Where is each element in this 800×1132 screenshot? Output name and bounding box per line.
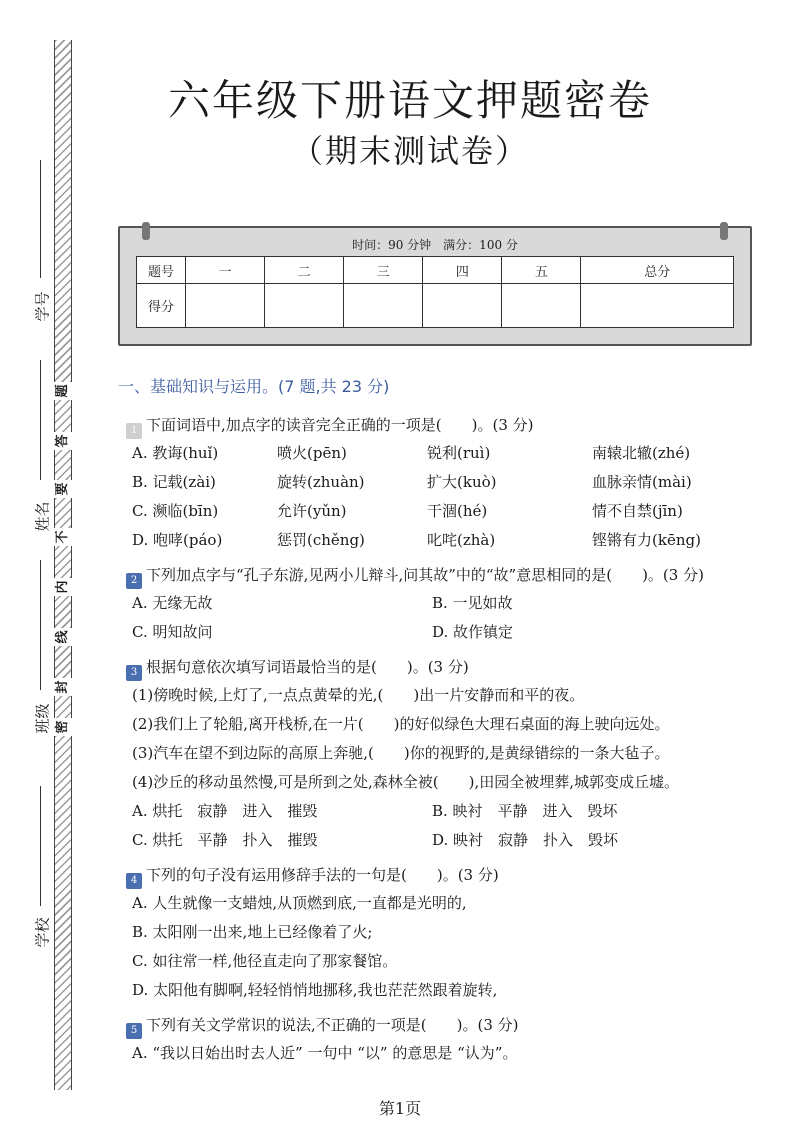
score-row-label: 得分	[137, 284, 186, 328]
option: C. 明知故问	[132, 623, 213, 641]
option: 允许(yǔn)	[277, 502, 347, 520]
option: C. 濒临(bīn)	[132, 502, 219, 520]
question-number-icon: 4	[126, 873, 142, 889]
class-label: 班级	[33, 703, 52, 734]
option: A. “我以日始出时去人近” 一句中 “以” 的意思是 “认为”。	[132, 1044, 518, 1062]
options-grid	[118, 439, 778, 555]
option: 情不自禁(jīn)	[592, 502, 683, 520]
sentence-line: (3)汽车在望不到边际的高原上奔驰,( )你的视野的,是黄绿错综的一条大毡子。	[132, 744, 670, 762]
question-3	[118, 653, 778, 681]
question-4	[118, 861, 778, 889]
score-table	[136, 256, 734, 328]
question-2	[118, 561, 778, 589]
option: 血脉亲情(mài)	[592, 473, 692, 491]
name-label: 姓名	[33, 501, 52, 532]
score-board	[118, 226, 752, 346]
seal-char: 线	[54, 628, 72, 646]
option: A. 烘托 寂静 进入 摧毁	[132, 802, 318, 820]
question-text: 下列加点字与“孔子东游,见两小儿辩斗,问其故”中的“故”意思相同的是( )。(3 分)	[146, 566, 704, 584]
binding-stripe	[54, 40, 72, 1090]
page-subtitle: （期末测试卷）	[290, 132, 529, 170]
question-number-icon: 5	[126, 1023, 142, 1039]
student-id-label: 学号	[33, 291, 52, 322]
option: D. 故作镇定	[432, 623, 514, 641]
id-line	[40, 160, 41, 278]
option: A. 人生就像一支蜡烛,从顶燃到底,一直都是光明的,	[132, 894, 467, 912]
score-cell[interactable]	[344, 284, 423, 328]
option: 锐利(ruì)	[427, 444, 491, 462]
seal-char: 答	[54, 432, 72, 450]
page-number: 第1页	[378, 1099, 422, 1118]
question-text: 下面词语中,加点字的读音完全正确的一项是( )。(3 分)	[146, 416, 534, 434]
score-header-cell: 总分	[581, 257, 734, 284]
question-text: 下列的句子没有运用修辞手法的一句是( )。(3 分)	[146, 866, 499, 884]
score-cell[interactable]	[502, 284, 581, 328]
seal-char: 要	[54, 480, 72, 498]
option: D. 咆哮(páo)	[132, 531, 223, 549]
score-header-row	[137, 257, 734, 284]
sentence-line: (1)傍晚时候,上灯了,一点点黄晕的光,( )出一片安静而和平的夜。	[132, 686, 585, 704]
question-number-icon: 3	[126, 665, 142, 681]
question-5	[118, 1011, 778, 1039]
question-1	[118, 411, 778, 439]
seal-char: 内	[54, 578, 72, 596]
score-header-cell: 四	[423, 257, 502, 284]
score-cell[interactable]	[423, 284, 502, 328]
exam-meta: 时间：90 分钟 满分：100 分	[352, 238, 518, 252]
option: A. 无缘无故	[132, 594, 213, 612]
seal-char: 密	[54, 718, 72, 736]
question-number-icon: 2	[126, 573, 142, 589]
sentence-line: (2)我们上了轮船,离开栈桥,在一片( )的好似绿色大理石桌面的海上驶向远处。	[132, 715, 670, 733]
option: C. 烘托 平静 扑入 摧毁	[132, 831, 318, 849]
option: 喷火(pēn)	[277, 444, 347, 462]
option: 扩大(kuò)	[427, 473, 497, 491]
question-number-icon: 1	[126, 423, 142, 439]
score-header-cell: 二	[265, 257, 344, 284]
seal-char: 不	[54, 528, 72, 546]
binding-margin	[0, 0, 90, 1132]
score-cell[interactable]	[186, 284, 265, 328]
option: B. 映衬 平静 进入 毁坏	[432, 802, 618, 820]
option: 叱咤(zhà)	[427, 531, 496, 549]
option: 干涸(hé)	[427, 502, 488, 520]
option: B. 一见如故	[432, 594, 513, 612]
option: 南辕北辙(zhé)	[592, 444, 691, 462]
section-title: 一、基础知识与运用。(7 题,共 23 分)	[118, 377, 390, 396]
score-row	[137, 284, 734, 328]
question-area	[118, 374, 778, 1068]
options-grid	[118, 589, 778, 647]
class-line	[40, 560, 41, 690]
school-label: 学校	[33, 917, 52, 948]
score-header-cell: 一	[186, 257, 265, 284]
page-title: 六年级下册语文押题密卷	[167, 76, 652, 125]
question-text: 下列有关文学常识的说法,不正确的一项是( )。(3 分)	[146, 1016, 519, 1034]
option: D. 太阳他有脚啊,轻轻悄悄地挪移,我也茫茫然跟着旋转,	[132, 981, 498, 999]
option: D. 映衬 寂静 扑入 毁坏	[432, 831, 619, 849]
question-text: 根据句意依次填写词语最恰当的是( )。(3 分)	[146, 658, 469, 676]
score-header-cell: 五	[502, 257, 581, 284]
option: 铿锵有力(kēng)	[592, 531, 701, 549]
score-header-cell: 三	[344, 257, 423, 284]
option: C. 如往常一样,他径直走向了那家餐馆。	[132, 952, 398, 970]
sentence-line: (4)沙丘的移动虽然慢,可是所到之处,森林全被( ),田园全被埋葬,城郭变成丘墟。	[132, 773, 680, 791]
option: A. 教诲(huǐ)	[132, 444, 219, 462]
option: 惩罚(chěng)	[277, 531, 365, 549]
seal-char: 题	[54, 382, 72, 400]
seal-char: 封	[54, 678, 72, 696]
score-header-cell: 题号	[137, 257, 186, 284]
score-cell[interactable]	[265, 284, 344, 328]
score-cell[interactable]	[581, 284, 734, 328]
school-line	[40, 786, 41, 906]
option: B. 太阳刚一出来,地上已经像着了火;	[132, 923, 373, 941]
name-line	[40, 360, 41, 480]
option: 旋转(zhuàn)	[277, 473, 365, 491]
options-grid	[118, 797, 778, 855]
option: B. 记载(zài)	[132, 473, 216, 491]
